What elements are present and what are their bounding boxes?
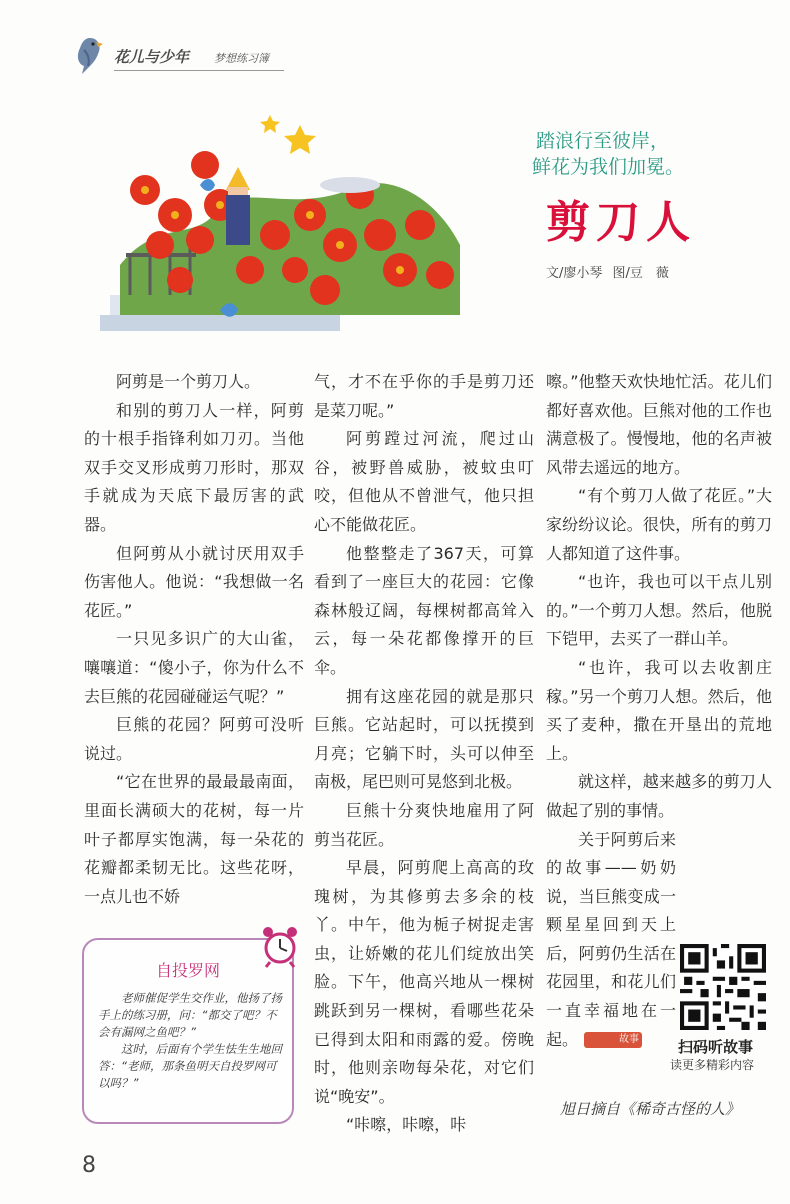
parrot-icon (70, 34, 106, 76)
article-source: 旭日摘自《稀奇古怪的人》 (560, 1100, 741, 1118)
body-paragraph: 早晨，阿剪爬上高高的玫瑰树，为其修剪去多余的枝丫。中午，他为栀子树捉走害虫，让娇嫩的花儿们绽放出笑脸。下午，他高兴地从一棵树跳跃到另一棵树，看哪些花朵已得到太阳和雨露的爱。傍晚时，他则亲吻每朵花，对它们说“晚安”。 (314, 858, 534, 1106)
author-credit: 文/廖小琴 (546, 266, 603, 281)
magazine-name: 花儿与少年 (114, 48, 190, 66)
page-header (70, 34, 290, 78)
article-title: 剪刀人 (546, 197, 696, 248)
body-paragraph: “咔嚓，咔嚓，咔 (346, 1115, 467, 1135)
page-number: 8 (82, 1153, 96, 1178)
story-end-stamp: 故事 (584, 1032, 642, 1048)
joke-title: 自投罗网 (155, 961, 220, 980)
joke-paragraph: 这时，后面有个学生怯生生地回答：“老师，那条鱼明天自投罗网可以吗？” (98, 1042, 282, 1090)
article-tagline (532, 128, 685, 180)
body-paragraph: “也许，我也可以干点儿别的。”一个剪刀人想。然后，他脱下铠甲，去买了一群山羊。 (546, 572, 772, 649)
body-paragraph: 就这样，越来越多的剪刀人做起了别的事情。 (546, 772, 772, 820)
section-name: 梦想练习簿 (214, 52, 269, 65)
garden-illustration (100, 95, 480, 335)
header-divider (114, 70, 284, 71)
body-paragraph: 嚓。”他整天欢快地忙活。花儿们都好喜欢他。巨熊对他的工作也满意极了。慢慢地，他的名声被风带去遥远的地方。 (546, 372, 772, 477)
body-paragraph: 一只见多识广的大山雀，嚷嚷道：“傻小子，你为什么不去巨熊的花园碰碰运气呢？” (84, 629, 304, 706)
body-paragraph: 但阿剪从小就讨厌用双手伤害他人。他说：“我想做一名花匠。” (84, 543, 304, 620)
body-paragraph: “有个剪刀人做了花匠。”大家纷纷议论。很快，所有的剪刀人都知道了这件事。 (546, 486, 772, 563)
body-paragraph: 巨熊十分爽快地雇用了阿剪当花匠。 (314, 800, 534, 849)
body-paragraph: 阿剪蹚过河流，爬过山谷，被野兽威胁，被蚊虫叮咬，但他从不曾泄气，他只担心不能做花匠。 (314, 429, 534, 534)
joke-paragraph: 老师催促学生交作业，他扬了扬手上的练习册，问：“都交了吧？不会有漏网之鱼吧？” (98, 991, 282, 1039)
body-paragraph: 和别的剪刀人一样，阿剪的十根手指锋利如刀刃。当他双手交叉形成剪刀形时，那双手就成为天底下最厉害的武器。 (84, 400, 304, 534)
body-paragraph: 拥有这座花园的就是那只巨熊。它站起时，可以抚摸到月亮；它躺下时，头可以伸至南极，尾巴则可晃悠到北极。 (314, 686, 534, 792)
joke-text (98, 990, 286, 1092)
text-column-2 (314, 368, 534, 1140)
tagline-line: 鲜花为我们加冕。 (532, 156, 685, 178)
qr-sublabel: 读更多精彩内容 (670, 1058, 755, 1072)
joke-box (82, 938, 294, 1124)
tagline-line: 踏浪行至彼岸， (536, 130, 670, 152)
qr-label: 扫码听故事 (678, 1038, 754, 1056)
body-paragraph: 气，才不在乎你的手是剪刀还是菜刀呢。” (314, 372, 534, 420)
body-paragraph: 巨熊的花园？阿剪可没听说过。 (84, 715, 304, 763)
byline (546, 262, 675, 281)
body-paragraph: 关于阿剪后来的故事——奶奶说，当巨熊变成一颗星星回到天上后，阿剪仍生活在花园里，和花儿们一直幸福地在一起。 故事 (546, 829, 676, 1049)
qr-code[interactable] (680, 944, 766, 1030)
body-paragraph: 阿剪是一个剪刀人。 (116, 372, 261, 391)
body-paragraph: “也许，我可以去收割庄稼。”另一个剪刀人想。然后，他买了麦种，撒在开垦出的荒地上。 (546, 657, 772, 763)
text-column-1 (84, 368, 304, 911)
body-paragraph: 他整整走了367天，可算看到了一座巨大的花园：它像森林般辽阔，每棵树都高耸入云，每一朵花都像撑开的巨伞。 (314, 543, 534, 677)
body-paragraph: “它在世界的最最最南面，里面长满硕大的花树，每一片叶子都厚实饱满，每一朵花的花瓣都柔韧无比。这些花呀，一点儿也不娇 (84, 772, 304, 906)
illustrator-credit: 图/豆 薇 (612, 266, 669, 281)
